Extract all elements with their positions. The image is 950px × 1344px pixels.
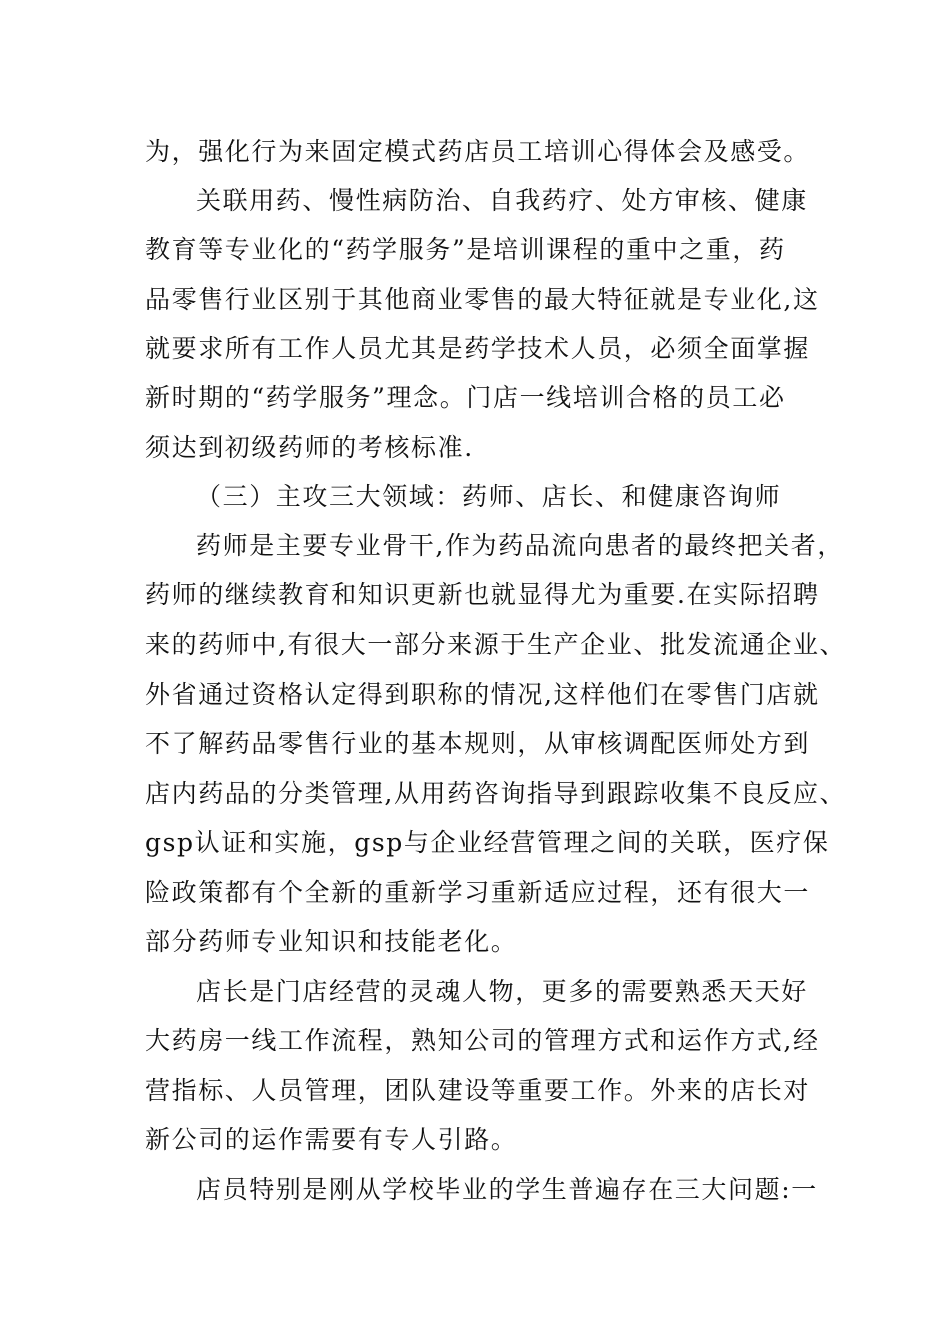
text-line: 营指标、人员管理，团队建设等重要工作。外来的店长对: [145, 1076, 811, 1105]
text-line: 为，强化行为来固定模式药店员工培训心得体会及感受。: [145, 137, 811, 166]
text-line: 新时期的“药学服务”理念。门店一线培训合格的员工必: [145, 383, 786, 412]
text-line: 来的药师中,有很大一部分来源于生产企业、批发流通企业、: [145, 630, 847, 659]
section-heading: （三）主攻三大领域：药师、店长、和健康咨询师: [196, 482, 782, 511]
text-line: 新公司的运作需要有专人引路。: [145, 1125, 518, 1154]
text-line: 大药房一线工作流程，熟知公司的管理方式和运作方式,经: [145, 1026, 820, 1055]
text-line: 不了解药品零售行业的基本规则，从审核调配医师处方到: [145, 729, 811, 758]
text-line: 外省通过资格认定得到职称的情况,这样他们在零售门店就: [145, 680, 820, 709]
text-line: 店内药品的分类管理,从用药咨询指导到跟踪收集不良反应、: [145, 779, 847, 808]
text-line: 店员特别是刚从学校毕业的学生普遍存在三大问题:一: [196, 1175, 818, 1204]
text-line: 须达到初级药师的考核标准.: [145, 433, 474, 462]
text-line: 部分药师专业知识和技能老化。: [145, 927, 518, 956]
text-line: 关联用药、慢性病防治、自我药疗、处方审核、健康: [196, 186, 808, 215]
text-line: 药师是主要专业骨干,作为药品流向患者的最终把关者，: [196, 531, 844, 560]
text-line: 教育等专业化的“药学服务”是培训课程的重中之重，药: [145, 235, 786, 264]
text-line: 品零售行业区别于其他商业零售的最大特征就是专业化,这: [145, 285, 820, 314]
text-line: 险政策都有个全新的重新学习重新适应过程，还有很大一: [145, 878, 811, 907]
text-line: gsp认证和实施，gsp与企业经营管理之间的关联，医疗保: [145, 828, 830, 857]
text-line: 就要求所有工作人员尤其是药学技术人员，必须全面掌握: [145, 334, 811, 363]
text-line: 店长是门店经营的灵魂人物，更多的需要熟悉天天好: [196, 977, 808, 1006]
text-line: 药师的继续教育和知识更新也就显得尤为重要.在实际招聘: [145, 580, 820, 609]
